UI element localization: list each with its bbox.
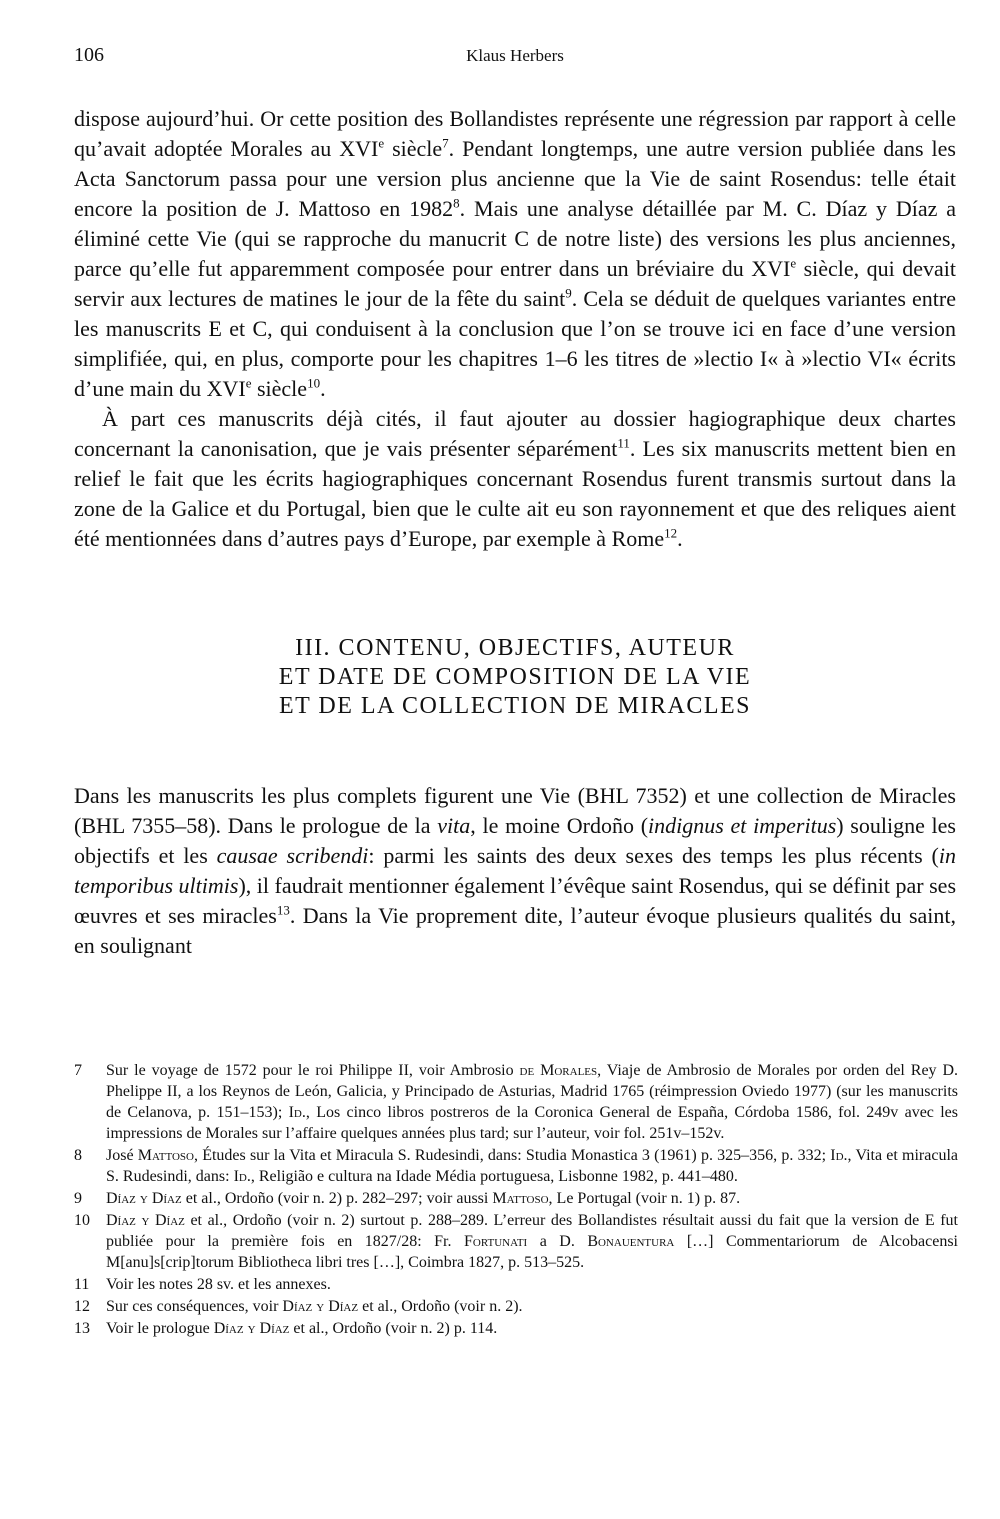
text-segment: Mattoso <box>137 1147 194 1164</box>
footnote <box>74 1060 958 1144</box>
text-segment: . Les six manuscrits mettent bien en relief le fait que les écrits hagiographiques concernant Rosendus furent transmis surtout dans la zone de la Galice et du Portugal, bien que le culte ait eu son rayonnement et que des reliques aient été mentionnées dans d’autres pays d’Europe, par exemple à Rome <box>74 436 957 551</box>
text-segment: dispose aujourd’hui. Or cette position des Bollandistes représente une régression par rapport à celle qu’avait adoptée Morales au XVI <box>74 106 956 161</box>
text-segment: . Cela se déduit de quelques variantes entre les manuscrits E et C, qui conduisent à la conclusion que l’on se trouve ici en face d’une version simplifiée, qui, en plus, comporte pour les chapitres 1–6 les titres de »lectio I« à »lectio VI« écrits d’une main du XVI <box>74 286 956 401</box>
text-segment: Bonauentura <box>587 1233 675 1250</box>
text-segment: Fortunati <box>463 1233 528 1250</box>
text-segment: Dans les manuscrits les plus complets figurent une Vie (BHL 7352) et une collection de Miracles (BHL 7355–58). Dans le prologue de la <box>74 783 956 838</box>
text-segment: . <box>320 376 326 401</box>
footnotes <box>74 1060 958 1340</box>
footnote-text <box>106 1320 497 1337</box>
text-segment: in temporibus ultimis <box>74 843 956 898</box>
text-segment: Sur ces conséquences, voir <box>106 1298 283 1315</box>
text-segment: , Viaje de Ambrosio de Morales por orden del Rey D. Phelippe II, a los Reynos de León, Galicia, y Principado de Asturias, Madrid 1765 (réimpression Oviedo 1977) (sur les manuscrits de Celanova, p. 151–153); <box>106 1062 959 1121</box>
text-segment: , le moine Ordoño ( <box>470 813 649 838</box>
section-heading-line: ET DE LA COLLECTION DE MIRACLES <box>278 693 752 719</box>
text-segment: Díaz y Díaz <box>282 1298 359 1315</box>
text-segment: José <box>106 1147 138 1164</box>
text-segment: ) souligne les objectifs et les <box>74 813 956 868</box>
running-head <box>74 44 956 74</box>
text-segment: À part ces manuscrits déjà cités, il faut ajouter au dossier hagiographique deux chartes concernant la canonisation, que je vais présenter séparément <box>74 406 956 461</box>
footnote-number: 8 <box>74 1147 82 1164</box>
text-segment: et al., Ordoño (voir n. 2). <box>358 1298 523 1315</box>
footnote-ref: 8 <box>453 195 460 211</box>
text-segment: siècle, qui devait servir aux lectures de matines le jour de la fête du saint <box>74 256 956 311</box>
section-heading-line: ET DATE DE COMPOSITION DE LA VIE <box>278 664 752 690</box>
text-segment: . Mais une analyse détaillée par M. C. Díaz y Díaz a éliminé cette Vie (qui se rapproche du manucrit C de notre liste) des versions les plus anciennes, parce qu’elle fut apparemment composée pour entrer dans un bréviaire du XVI <box>74 196 957 281</box>
footnote-number: 10 <box>74 1212 90 1229</box>
text-segment: , Religião e cultura na Idade Média portuguesa, Lisbonne 1982, p. 441–480. <box>250 1168 738 1185</box>
footnote <box>74 1188 958 1209</box>
footnote-ref: 11 <box>617 435 630 451</box>
text-segment: Id. <box>830 1147 848 1164</box>
footnote <box>74 1318 958 1339</box>
text-segment: ), il faudrait mentionner également l’évêque saint Rosendus, qui se définit par ses œuvres et ses miracles <box>74 873 957 928</box>
text-segment: […] Commentariorum de Alcobacensi M[anu]s[crip]torum Bibliotheca libri tres […], Coimbra 1827, p. 513–525. <box>106 1233 958 1271</box>
body-text-top <box>74 104 956 554</box>
text-segment: de Morales <box>519 1062 598 1079</box>
footnote-text <box>106 1062 958 1142</box>
section-heading <box>74 634 956 721</box>
text-segment: a D. <box>527 1233 588 1250</box>
text-segment: siècle <box>251 376 308 401</box>
footnote-ref: e <box>245 375 252 391</box>
footnote-text <box>106 1276 331 1293</box>
footnote-number: 11 <box>74 1276 90 1293</box>
text-segment: Díaz y Díaz <box>106 1212 185 1229</box>
section-heading-line: III. CONTENU, OBJECTIFS, AUTEUR <box>295 635 735 661</box>
text-segment: . Dans la Vie proprement dite, l’auteur évoque plusieurs qualités du saint, en soulignant <box>74 903 957 958</box>
footnote-ref: e <box>378 135 385 151</box>
text-segment: vita <box>437 813 471 838</box>
text-segment: , Vita et miracula S. Rudesindi, dans: <box>106 1147 958 1185</box>
footnote-ref: 12 <box>664 525 678 541</box>
text-segment: : parmi les saints des deux sexes des temps les plus récents ( <box>368 843 939 868</box>
text-segment: Voir les notes 28 sv. et les annexes. <box>106 1276 331 1293</box>
paragraph <box>74 104 956 404</box>
footnote-text <box>106 1298 523 1315</box>
footnote <box>74 1145 958 1187</box>
text-segment: Díaz y Díaz <box>213 1320 290 1337</box>
text-segment: Voir le prologue <box>106 1320 214 1337</box>
footnote-number: 7 <box>74 1062 82 1079</box>
text-segment: , Le Portugal (voir n. 1) p. 87. <box>548 1190 741 1207</box>
body-text-bottom <box>74 781 956 961</box>
footnote <box>74 1210 958 1273</box>
text-segment: Díaz y Díaz <box>106 1190 182 1207</box>
page-number: 106 <box>74 44 104 66</box>
text-segment: et al., Ordoño (voir n. 2) surtout p. 288–289. L’erreur des Bollandistes résultait aussi du fait que la version de E fut publiée pour la première fois en 1827/28: Fr. <box>106 1212 958 1250</box>
footnote-ref: 7 <box>442 135 449 151</box>
paragraph <box>74 404 956 554</box>
footnote-number: 12 <box>74 1298 90 1315</box>
footnote-number: 9 <box>74 1190 82 1207</box>
text-segment: , Études sur la Vita et Miracula S. Rudesindi, dans: Studia Monastica 3 (1961) p. 325–356, p. 332; <box>193 1147 831 1164</box>
text-segment: Sur le voyage de 1572 pour le roi Philippe II, voir Ambrosio <box>106 1062 520 1079</box>
footnote-text <box>106 1147 958 1185</box>
footnote-ref: e <box>790 255 797 271</box>
footnote-ref: 9 <box>565 285 572 301</box>
text-segment: , Los cinco libros postreros de la Coronica General de España, Córdoba 1586, fol. 249v avec les impressions de Morales sur l’affaire quelques années plus tard; sur l’auteur, voir fol. 251v–152v. <box>106 1104 958 1142</box>
text-segment: et al., Ordoño (voir n. 2) p. 114. <box>289 1320 498 1337</box>
text-segment: . <box>677 526 683 551</box>
footnote-text <box>106 1190 740 1207</box>
text-segment: Id. <box>288 1104 306 1121</box>
running-title: Klaus Herbers <box>466 46 564 65</box>
footnote-ref: 13 <box>276 902 290 918</box>
paragraph <box>74 781 956 961</box>
footnote-number: 13 <box>74 1320 90 1337</box>
footnote-text <box>106 1212 958 1271</box>
footnote <box>74 1296 958 1317</box>
text-segment: et al., Ordoño (voir n. 2) p. 282–297; voir aussi <box>181 1190 493 1207</box>
text-segment: Mattoso <box>492 1190 549 1207</box>
footnote-ref: 10 <box>307 375 321 391</box>
text-segment: . Pendant longtemps, une autre version publiée dans les Acta Sanctorum passa pour une version plus ancienne que la Vie de saint Rosendus: telle était encore la position de J. Mattoso en 1982 <box>74 136 956 221</box>
text-segment: indignus et imperitus <box>648 813 837 838</box>
footnote <box>74 1274 958 1295</box>
text-segment: causae scribendi <box>216 843 369 868</box>
text-segment: Id. <box>233 1168 251 1185</box>
text-segment: siècle <box>384 136 443 161</box>
